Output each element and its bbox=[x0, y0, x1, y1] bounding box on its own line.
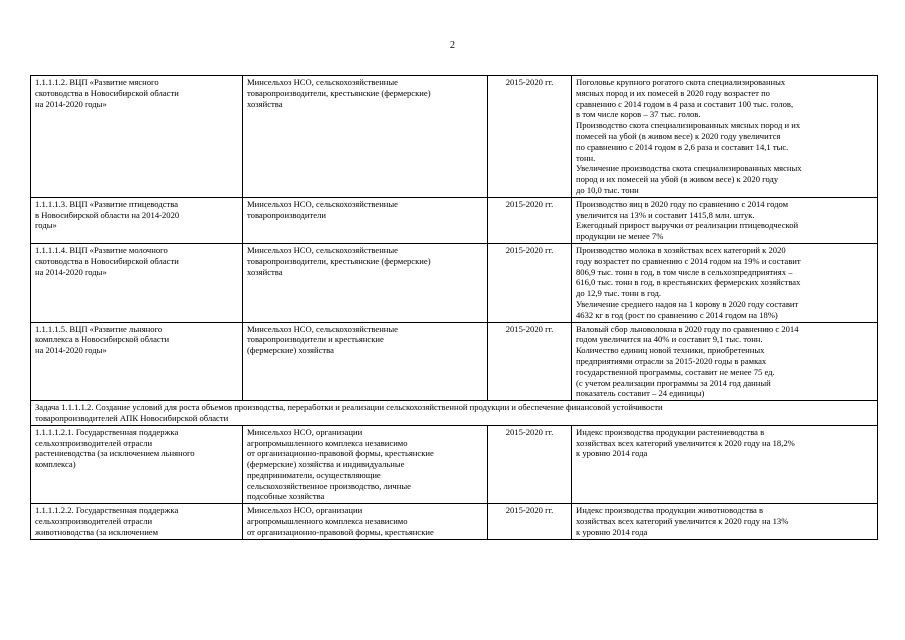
result-text-line: Поголовье крупного рогатого скота специализированных bbox=[576, 77, 786, 87]
executor-text-line: хозяйства bbox=[247, 266, 283, 277]
program-text-line: 1.1.1.1.5. ВЦП «Развитие льняного bbox=[35, 323, 163, 334]
program-text-line: комплекса) bbox=[35, 459, 76, 470]
program-text-line: годы» bbox=[35, 220, 57, 231]
period-cell: 2015-2020 гг. bbox=[488, 197, 572, 243]
result-text-line: предприятиями отрасли за 2015-2020 годы в рамках bbox=[576, 355, 767, 366]
result-text-line: сравнению с 2014 годом в 4 раза и составит 100 тыс. голов, bbox=[576, 98, 794, 109]
result-text-line: (с учетом реализации программы за 2014 год данный bbox=[576, 377, 771, 388]
program-text-line: комплекса в Новосибирской области bbox=[35, 334, 170, 345]
period-cell: 2015-2020 гг. bbox=[488, 76, 572, 198]
result-text-line: государственной программы, составит не менее 75 ед. bbox=[576, 366, 775, 377]
result-text-line: годом увеличится на 40% и составит 9,1 тыс. тонн. bbox=[576, 334, 763, 345]
result-text-line: по сравнению с 2014 годом в 2,6 раза и составит 14,1 тыс. bbox=[576, 141, 789, 152]
result-text-line: 616,0 тыс. тонн в год, в крестьянских фермерских хозяйствах bbox=[576, 277, 801, 288]
measures-table bbox=[30, 75, 878, 540]
program-cell bbox=[31, 76, 243, 198]
executor-text-line: (фермерские) хозяйства bbox=[247, 345, 334, 356]
executor-text-line: подсобные хозяйства bbox=[247, 491, 325, 502]
program-text-line: животноводства (за исключением bbox=[35, 526, 159, 537]
result-text-line: 4632 кг в год (рост по сравнению с 2014 годом на 18%) bbox=[576, 309, 778, 320]
program-text-line: 1.1.1.1.2.2. Государственная поддержка bbox=[35, 505, 179, 516]
result-cell bbox=[572, 76, 878, 198]
result-cell bbox=[572, 322, 878, 401]
period-cell: 2015-2020 гг. bbox=[488, 504, 572, 539]
program-cell bbox=[31, 243, 243, 322]
table-row bbox=[31, 425, 878, 504]
result-text-line: мясных пород и их помесей в 2020 году возрастет по bbox=[576, 87, 770, 98]
executor-cell bbox=[243, 322, 488, 401]
result-cell bbox=[572, 243, 878, 322]
task-cell bbox=[31, 401, 878, 426]
result-text-line: помесей на убой (в живом весе) к 2020 году увеличится bbox=[576, 130, 781, 141]
executor-text-line: от организационно-правовой формы, крестьянские bbox=[247, 526, 434, 537]
program-text-line: 1.1.1.1.3. ВЦП «Развитие птицеводства bbox=[35, 198, 179, 209]
result-text-line: показатель составит – 24 единицы) bbox=[576, 388, 705, 399]
result-text-line: Увеличение производства скота специализированных мясных bbox=[576, 163, 802, 174]
program-text-line: в Новосибирской области на 2014-2020 bbox=[35, 209, 180, 220]
program-text-line: на 2014-2020 годы» bbox=[35, 266, 107, 277]
period-cell: 2015-2020 гг. bbox=[488, 243, 572, 322]
task-row bbox=[31, 401, 878, 426]
result-text-line: хозяйствах всех категорий увеличится к 2020 году на 18,2% bbox=[576, 437, 795, 448]
program-text-line: на 2014-2020 годы» bbox=[35, 98, 107, 109]
executor-text-line: товаропроизводители bbox=[247, 209, 326, 220]
result-text-line: Индекс производства продукции животноводства в bbox=[576, 505, 764, 516]
result-text-line: к уровню 2014 года bbox=[576, 526, 648, 537]
program-cell bbox=[31, 322, 243, 401]
program-text-line: сельхозпроизводителей отрасли bbox=[35, 516, 153, 527]
result-text-line: Увеличение среднего надоя на 1 корову в 2020 году составит bbox=[576, 298, 799, 309]
executor-text-line: Минсельхоз НСО, организации bbox=[247, 426, 363, 437]
result-text-line: увеличится на 13% и составит 1415,8 млн. штук. bbox=[576, 209, 755, 220]
executor-cell bbox=[243, 425, 488, 504]
executor-text-line: агропромышленного комплекса независимо bbox=[247, 516, 408, 527]
result-text-line: 806,9 тыс. тонн в год, в том числе в сельхозпредприятиях – bbox=[576, 266, 793, 277]
result-text-line: до 12,9 тыс. тонн в год. bbox=[576, 288, 662, 299]
result-cell bbox=[572, 425, 878, 504]
executor-text-line: товаропроизводители, крестьянские (фермерские) bbox=[247, 87, 431, 98]
program-text-line: скотоводства в Новосибирской области bbox=[35, 255, 179, 266]
executor-cell bbox=[243, 76, 488, 198]
result-text-line: Производство яиц в 2020 году по сравнению с 2014 годом bbox=[576, 198, 789, 209]
executor-text-line: товаропроизводители и крестьянские bbox=[247, 334, 384, 345]
program-text-line: скотоводства в Новосибирской области bbox=[35, 87, 179, 98]
result-text-line: Индекс производства продукции растениеводства в bbox=[576, 426, 765, 437]
task-text-line: товаропроизводителей АПК Новосибирской области bbox=[35, 412, 229, 423]
executor-text-line: от организационно-правовой формы, крестьянские bbox=[247, 448, 434, 459]
executor-text-line: Минсельхоз НСО, сельскохозяйственные bbox=[247, 323, 398, 334]
period-cell: 2015-2020 гг. bbox=[488, 425, 572, 504]
program-text-line: растениеводства (за исключением льняного bbox=[35, 448, 195, 459]
program-text-line: 1.1.1.1.2. ВЦП «Развитие мясного bbox=[35, 77, 159, 87]
table-row bbox=[31, 243, 878, 322]
program-cell bbox=[31, 197, 243, 243]
executor-text-line: сельскохозяйственное производство, личные bbox=[247, 480, 411, 491]
table-row bbox=[31, 76, 878, 198]
table-row bbox=[31, 504, 878, 539]
result-text-line: до 10,0 тыс. тонн bbox=[576, 184, 639, 195]
result-cell bbox=[572, 197, 878, 243]
task-text-line: Задача 1.1.1.1.2. Создание условий для роста объемов производства, переработки и реализации сельскохозяйственной продукции и обеспечение финансовой устойчивости bbox=[35, 402, 663, 413]
program-text-line: на 2014-2020 годы» bbox=[35, 345, 107, 356]
program-cell bbox=[31, 425, 243, 504]
result-text-line: году возрастет по сравнению с 2014 годом на 19% и составит bbox=[576, 255, 801, 266]
result-text-line: продукции не менее 7% bbox=[576, 231, 664, 242]
result-text-line: пород и их помесей на убой (в живом весе) к 2020 году bbox=[576, 174, 779, 185]
result-text-line: к уровню 2014 года bbox=[576, 448, 648, 459]
executor-text-line: предприниматели, осуществляющие bbox=[247, 469, 381, 480]
executor-text-line: Минсельхоз НСО, сельскохозяйственные bbox=[247, 244, 398, 255]
program-text-line: 1.1.1.1.4. ВЦП «Развитие молочного bbox=[35, 244, 168, 255]
executor-text-line: Минсельхоз НСО, сельскохозяйственные bbox=[247, 198, 398, 209]
result-cell bbox=[572, 504, 878, 539]
executor-cell bbox=[243, 504, 488, 539]
executor-cell bbox=[243, 197, 488, 243]
executor-text-line: хозяйства bbox=[247, 98, 283, 109]
result-text-line: в том числе коров – 37 тыс. голов. bbox=[576, 109, 701, 120]
executor-text-line: Минсельхоз НСО, организации bbox=[247, 505, 363, 516]
result-text-line: Ежегодный прирост выручки от реализации птицеводческой bbox=[576, 220, 799, 231]
result-text-line: тонн. bbox=[576, 152, 596, 163]
executor-text-line: агропромышленного комплекса независимо bbox=[247, 437, 408, 448]
period-cell: 2015-2020 гг. bbox=[488, 322, 572, 401]
executor-text-line: Минсельхоз НСО, сельскохозяйственные bbox=[247, 77, 398, 87]
table-row bbox=[31, 197, 878, 243]
program-text-line: 1.1.1.1.2.1. Государственная поддержка bbox=[35, 426, 179, 437]
executor-cell bbox=[243, 243, 488, 322]
executor-text-line: (фермерские) хозяйства и индивидуальные bbox=[247, 459, 405, 470]
result-text-line: Валовый сбор льноволокна в 2020 году по сравнению с 2014 bbox=[576, 323, 799, 334]
page-number: 2 bbox=[450, 40, 455, 51]
table-row bbox=[31, 322, 878, 401]
program-cell bbox=[31, 504, 243, 539]
result-text-line: Производство скота специализированных мясных пород и их bbox=[576, 120, 801, 131]
result-text-line: Производство молока в хозяйствах всех категорий к 2020 bbox=[576, 244, 786, 255]
executor-text-line: товаропроизводители, крестьянские (фермерские) bbox=[247, 255, 431, 266]
program-text-line: сельхозпроизводителей отрасли bbox=[35, 437, 153, 448]
result-text-line: хозяйствах всех категорий увеличится к 2020 году на 13% bbox=[576, 516, 789, 527]
result-text-line: Количество единиц новой техники, приобретенных bbox=[576, 345, 765, 356]
